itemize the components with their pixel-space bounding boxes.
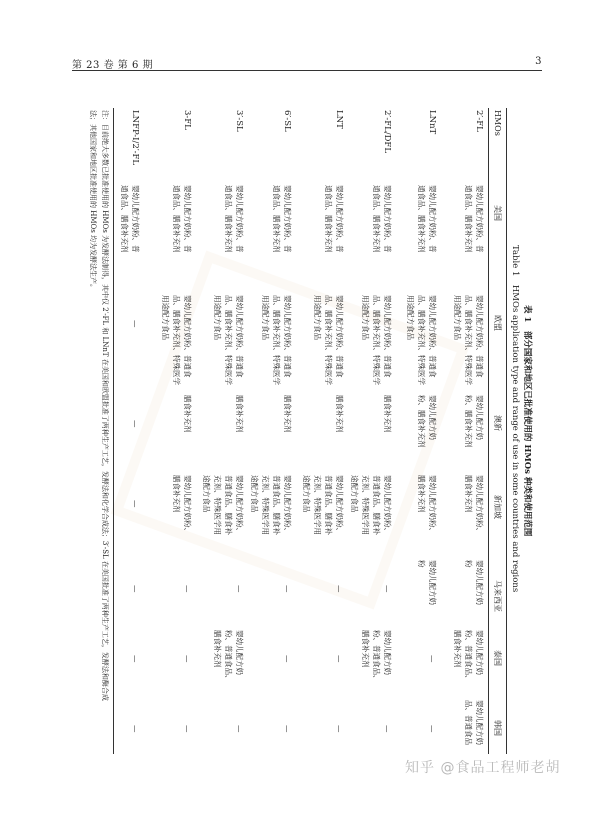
table-cell-line: — (131, 585, 140, 593)
table-cell-line: — (131, 500, 140, 508)
column-header: 韩国 (493, 720, 502, 736)
table-cell-line: 婴幼儿配方奶粉、普 (183, 185, 192, 253)
table-note: 法；其他国家和地区批准使用的 HMOs 均为发酵法生产。 (89, 110, 97, 292)
table-cell-line: — (383, 725, 392, 733)
table-top-rule (506, 108, 507, 754)
table-cell-line: 婴幼儿配方奶粉、 (235, 475, 244, 535)
table-cell-line: 婴幼儿配方奶粉、普 (283, 185, 292, 253)
table-cell-line: 通食品、膳食补充剂 (372, 185, 381, 253)
table-cell-line: 粉、膳食补充剂 (417, 395, 426, 448)
table-cell-line: 粉、普通食品、 (224, 630, 233, 683)
table-cell-line: 通食品、膳食补充剂 (324, 185, 333, 253)
table-cell-line: 婴幼儿配方奶 (383, 630, 392, 675)
column-header: HMOs (493, 110, 502, 136)
table-cell-line: 用途配方食品 (361, 295, 370, 340)
table-cell-line: 婴幼儿配方奶粉、普 (235, 185, 244, 253)
table-cell-line: 通食品、膳食补充剂 (172, 185, 181, 253)
table-cell-line: — (131, 655, 140, 663)
table-cell-line: — (335, 585, 344, 593)
table-cell-line: 品、普通食品 (464, 700, 473, 745)
column-header: 欧盟 (493, 315, 502, 331)
table-cell-line: 膳食补充剂 (464, 475, 473, 513)
table-cell-line: 粉 (417, 560, 426, 568)
zhihu-watermark: 知乎 @食品工程师老胡 (405, 760, 561, 776)
table-cell-line: 婴幼儿配方奶 (428, 560, 437, 605)
table-cell-line: 途配方食品 (250, 475, 259, 513)
table-cell-line: 婴幼儿配方奶粉、普通食 (428, 295, 437, 378)
table-cell-line: 品、膳食补充剂、特殊医学 (464, 295, 473, 385)
table-cell-line: 粉、膳食补充剂 (464, 395, 473, 448)
table-cell-line: — (428, 655, 437, 663)
table-cell-line: 膳食补充剂 (235, 395, 244, 433)
table-cell-line: 婴幼儿配方奶粉、 (183, 475, 192, 535)
table-cell-line: — (335, 655, 344, 663)
column-header: 马来西亚 (493, 580, 502, 612)
table-cell-line: 充剂、特殊医学用 (361, 475, 370, 535)
table-cell-line: 粉 (464, 560, 473, 568)
hmo-name: 3-FL (182, 110, 192, 130)
table-cell-line: — (428, 725, 437, 733)
rotated-table (72, 70, 542, 790)
table-cell-line: 充剂、特殊医学用 (313, 475, 322, 535)
table-cell-line: — (183, 725, 192, 733)
table-cell-line: 婴幼儿配方奶粉、普 (475, 185, 484, 253)
table-cell-line: 婴幼儿配方奶粉、 (335, 475, 344, 535)
table-cell-line: 婴幼儿配方奶 (475, 700, 484, 745)
table-cell-line: 品、膳食补充剂、特殊医学 (272, 295, 281, 385)
table-cell-line: 通食品、膳食补充剂 (272, 185, 281, 253)
table-caption-en: Table 1 HMOs application type and range of use in some countries and regions (510, 245, 520, 593)
table-cell-line: 婴幼儿配方奶粉、普 (428, 185, 437, 253)
hmo-name: LNFP-I/2′-FL (130, 110, 140, 166)
table-cell-line: 婴幼儿配方奶粉、普 (383, 185, 392, 253)
table-cell-line: 婴幼儿配方奶粉、 (283, 475, 292, 535)
table-cell-line: — (283, 655, 292, 663)
table-cell-line: 用途配方食品 (261, 295, 270, 340)
table-cell-line: 途配方食品 (302, 475, 311, 513)
table-cell-line: 品、膳食补充剂、特殊医学 (417, 295, 426, 385)
table-cell-line: 膳食补充剂 (283, 395, 292, 433)
table-cell-line: 婴幼儿配方奶 (235, 630, 244, 675)
table-caption-cn: 表 1 部分国家和地区已批准使用的 HMOs 种类和使用范围 (522, 305, 532, 537)
table-cell-line: 婴幼儿配方奶粉、普通食 (183, 295, 192, 378)
table-cell-line: 用途配方食品 (453, 295, 462, 340)
table-cell-line: 膳食补充剂 (183, 395, 192, 433)
table-cell-line: 婴幼儿配方奶粉、普 (335, 185, 344, 253)
table-cell-line: 婴幼儿配方奶粉、 (428, 475, 437, 535)
table-cell-line: 品、膳食补充剂、特殊医学 (172, 295, 181, 385)
table-cell-line: 膳食补充剂 (335, 395, 344, 433)
table-cell-line: 婴幼儿配方奶 (428, 395, 437, 440)
table-cell-line: 婴幼儿配方奶粉、 (475, 475, 484, 535)
table-cell-line: 婴幼儿配方奶 (475, 560, 484, 605)
hmo-name: LNnT (427, 110, 437, 135)
table-cell-line: 膳食补充剂 (361, 630, 370, 668)
table-cell-line: 品、膳食补充剂、特殊医学 (224, 295, 233, 385)
table-cell-line: 充剂、特殊医学用 (261, 475, 270, 535)
table-cell-line: 充剂、特殊医学用 (213, 475, 222, 535)
table-cell-line: — (131, 320, 140, 328)
table-note: 注：目前绝大多数已批准使用的 HMOs 为发酵法制得，其中仅 2′-FL 和 LNnT 在美国和欧盟批准了两种生产工艺，发酵法和化学合成法；3′-SL 在美国批准了两种生产工艺，发酵法和酶合成 (101, 110, 109, 701)
table-cell-line: 婴幼儿配方奶粉、普通食 (235, 295, 244, 378)
table-cell-line: — (235, 725, 244, 733)
table-cell-line: 婴幼儿配方奶粉、普通食 (383, 295, 392, 378)
table-cell-line: — (283, 725, 292, 733)
table-cell-line: 用途配方食品 (406, 295, 415, 340)
table-cell-line: 粉、普通食品、 (464, 630, 473, 683)
table-cell-line: 婴幼儿配方奶粉、普通食 (335, 295, 344, 378)
table-cell-line: 用途配方食品 (213, 295, 222, 340)
table-cell-line: 途配方食品 (350, 475, 359, 513)
table-cell-line: 膳食补充剂 (213, 630, 222, 668)
table-cell-line: — (131, 725, 140, 733)
table-cell-line: 用途配方食品 (313, 295, 322, 340)
column-header: 泰国 (493, 650, 502, 666)
table-cell-line: 途配方食品 (202, 475, 211, 513)
table-cell-line: — (383, 585, 392, 593)
table-cell-line: 普通食品、膳食补 (224, 475, 233, 535)
table-cell-line: 品、膳食补充剂、特殊医学 (324, 295, 333, 385)
table-cell-line: 普通食品、膳食补 (324, 475, 333, 535)
table-cell-line: 普通食品、膳食补 (372, 475, 381, 535)
table-cell-line: 通食品、膳食补充剂 (464, 185, 473, 253)
table-cell-line: 通食品、膳食补充剂 (417, 185, 426, 253)
table-cell-line: 婴幼儿配方奶粉、普通食 (283, 295, 292, 378)
running-header-volume: 第 23 卷 第 6 期 (72, 60, 153, 71)
table-cell-line: 膳食补充剂 (172, 475, 181, 513)
hmo-name: 2′-FL (474, 110, 484, 132)
table-cell-line: 婴幼儿配方奶粉、普通食 (475, 295, 484, 378)
table-cell-line: 普通食品、膳食补 (272, 475, 281, 535)
column-header: 澳新 (493, 415, 502, 431)
table-cell-line: 膳食补充剂 (453, 630, 462, 668)
table-cell-line: 品、膳食补充剂、特殊医学 (372, 295, 381, 385)
table-cell-line: — (183, 585, 192, 593)
hmo-name: LNT (334, 110, 344, 129)
table-cell-line: — (335, 725, 344, 733)
hmo-name: 3′-SL (234, 110, 244, 132)
table-cell-line: 膳食补充剂 (417, 475, 426, 513)
table-cell-line: 婴幼儿配方奶 (475, 630, 484, 675)
column-header: 新加坡 (493, 495, 502, 519)
hmo-name: 6′-SL (282, 110, 292, 132)
page-number: 3 (535, 56, 542, 67)
table-cell-line: — (235, 585, 244, 593)
table-header-rule (488, 108, 489, 754)
table-cell-line: 用途配方食品 (161, 295, 170, 340)
table-bottom-rule (113, 108, 114, 754)
table-cell-line: 膳食补充剂 (383, 395, 392, 433)
table-cell-line: — (183, 655, 192, 663)
table-cell-line: 婴幼儿配方奶 (475, 395, 484, 440)
hmo-name: 2′-FL/DFL (382, 110, 392, 153)
column-header: 美国 (493, 205, 502, 221)
table-cell-line: — (283, 585, 292, 593)
table-cell-line: — (131, 420, 140, 428)
table-cell-line: 通食品、膳食补充剂 (120, 185, 129, 253)
table-cell-line: 婴幼儿配方奶粉、 (383, 475, 392, 535)
table-cell-line: 婴幼儿配方奶粉、普 (131, 185, 140, 253)
table-cell-line: 粉、普通食品、 (372, 630, 381, 683)
table-cell-line: 通食品、膳食补充剂 (224, 185, 233, 253)
